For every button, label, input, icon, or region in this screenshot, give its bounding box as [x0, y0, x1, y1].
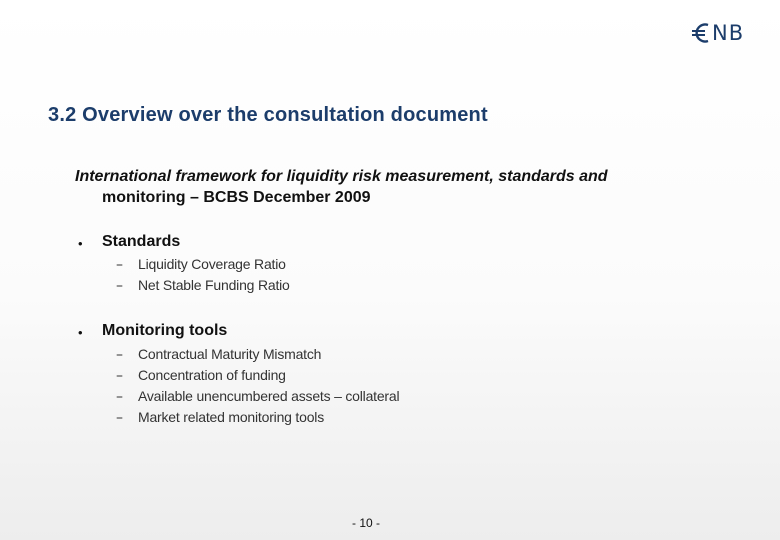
bullet-standards: •	[78, 236, 83, 251]
section-heading-monitoring-tools: Monitoring tools	[102, 322, 228, 339]
list-item: – Net Stable Funding Ratio	[116, 277, 290, 294]
list-item: – Concentration of funding	[116, 367, 286, 384]
page-title: 3.2 Overview over the consultation document	[48, 104, 488, 126]
subtitle-line-2: monitoring – BCBS December 2009	[102, 189, 371, 206]
page-number: - 10 -	[352, 516, 381, 530]
bullet-monitoring: •	[78, 325, 83, 340]
dash: –	[116, 347, 123, 363]
section-heading-standards: Standards	[102, 233, 181, 250]
subtitle-line-1: International framework for liquidity risk measurement, standards and	[75, 168, 608, 185]
dash: –	[116, 257, 123, 273]
list-item: – Liquidity Coverage Ratio	[116, 256, 286, 273]
dash: –	[116, 278, 123, 294]
list-item: – Available unencumbered assets – collateral	[116, 388, 400, 405]
logo-text: NB	[712, 21, 745, 45]
list-item: – Market related monitoring tools	[116, 409, 324, 426]
subtitle	[75, 166, 715, 208]
list-item: – Contractual Maturity Mismatch	[116, 346, 322, 363]
dash: –	[116, 368, 123, 384]
dash: –	[116, 410, 123, 426]
dash: –	[116, 389, 123, 405]
